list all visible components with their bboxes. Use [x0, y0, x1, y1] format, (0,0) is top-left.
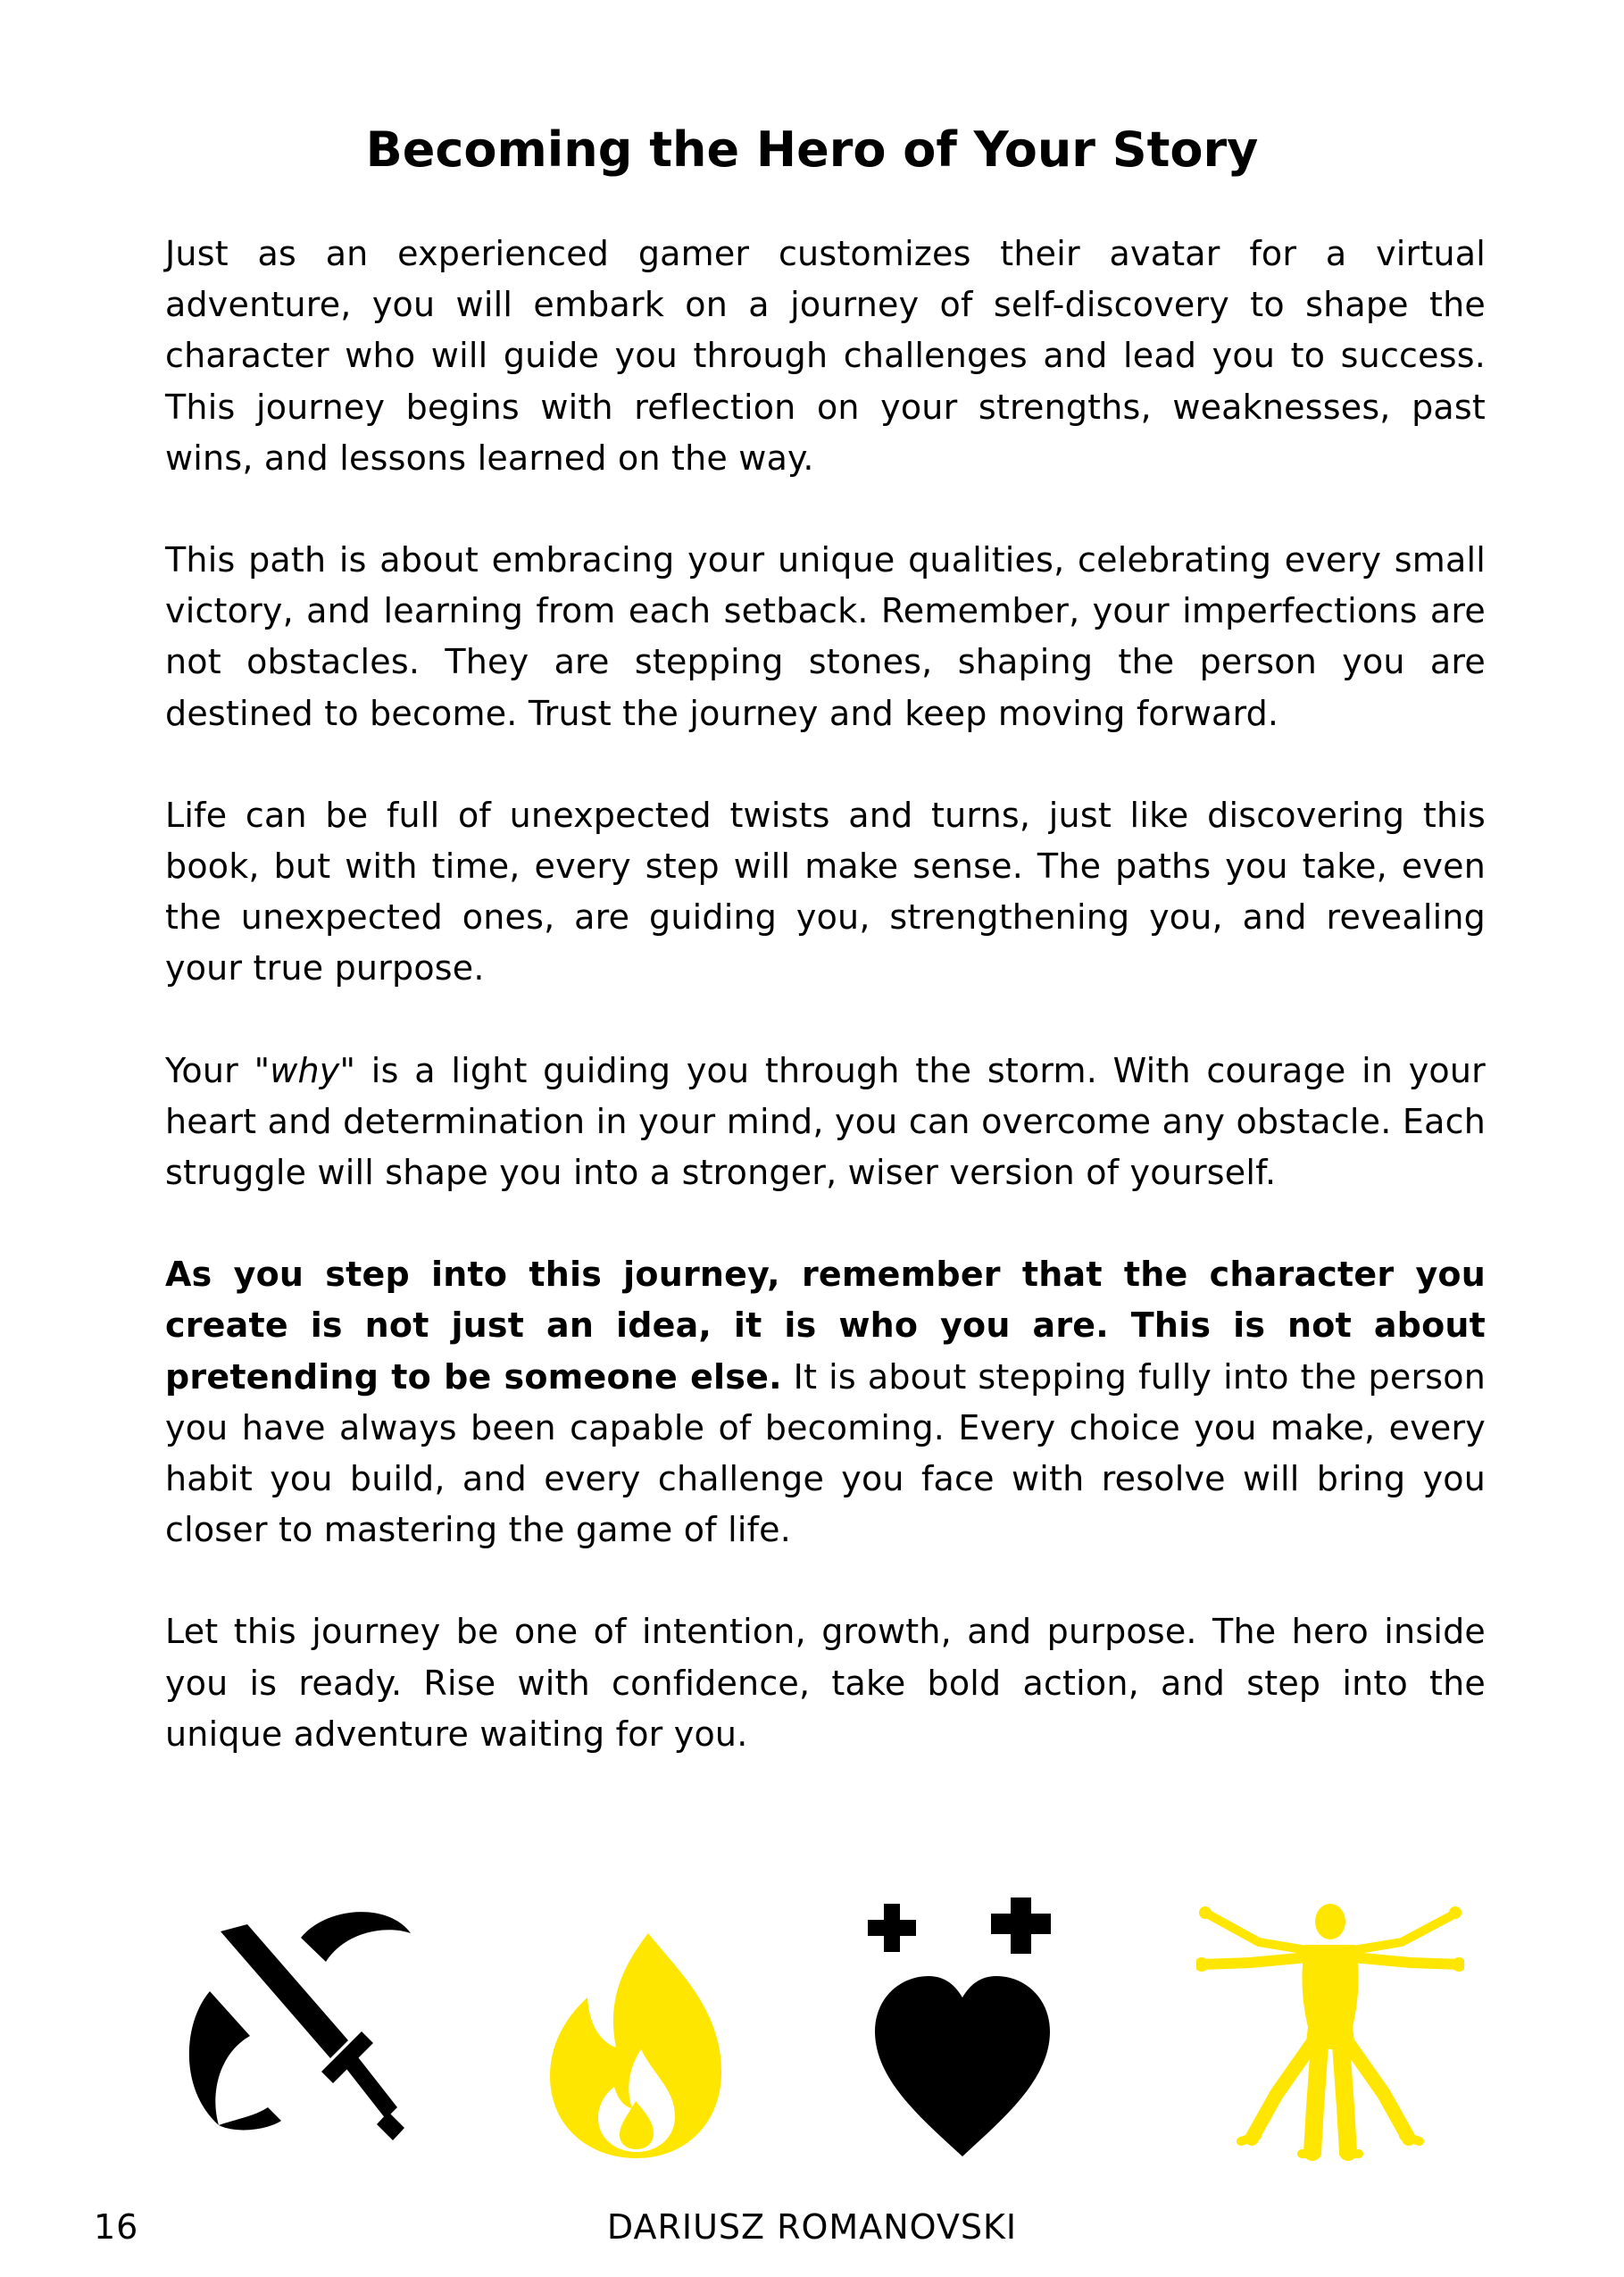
page-number: 16 — [94, 2207, 139, 2247]
paragraph-2: This path is about embracing your unique qualities, celebrating every small victory, and learning from each setback. Remember, your imperfections are not obstacles. They are stepping stones, shaping the person you are destined to become. Trust the journey and keep moving forward. — [165, 540, 1486, 733]
heart-plus-icon — [848, 1898, 1080, 2165]
paragraph-1: Just as an experienced gamer customizes their avatar for a virtual adventure, you will embark on a journey of self-discovery to shape the character who will guide you through challenges and lead you to success. This journey begins with reflection on your strengths, weaknesses, past wins, and lessons learned on the way. — [165, 234, 1486, 478]
paragraph-3: Life can be full of unexpected twists and turns, just like discovering this book, but with time, every step will make sense. The paths you take, even the unexpected ones, are guiding you, strengthening you, and revealing your true purpose. — [165, 795, 1486, 988]
standing-legs — [1312, 2045, 1348, 2152]
icon-row — [0, 1898, 1624, 2165]
paragraph-4-lead: Your — [165, 1050, 254, 1090]
sword-bow-shape — [189, 1912, 411, 2140]
paragraph-6: Let this journey be one of intention, growth, and purpose. The hero inside you is ready. Rise with confidence, take bold action, and step into the unique adventure waiting for you. — [165, 1612, 1486, 1754]
vitruvian-man-icon — [1196, 1902, 1464, 2161]
flame-icon — [543, 1933, 730, 2161]
large-plus-shape — [991, 1898, 1051, 1954]
paragraph-4-rest: is a light guiding you through the storm. With courage in your heart and determination in your mind, you can overcome any obstacle. Each struggle will shape you into a stronger, wiser version of yourself. — [165, 1050, 1486, 1193]
paragraph-5-rest: It is about stepping fully into the person you have always been capable of becoming. Every choice you make, every habit you build, and every challenge you face with resolve will bring you closer to mastering the game of life. — [165, 1356, 1486, 1550]
sword-bow-icon — [183, 1906, 415, 2165]
spread-legs — [1252, 2043, 1409, 2139]
paragraph-5 — [165, 1249, 1486, 1556]
head-shape — [1315, 1904, 1345, 1939]
paragraph-5-bold: As you step into this journey, remember that the character you create is not just an idea, it is who you are. This is not about pretending to be someone else. — [165, 1255, 1486, 1397]
body-text — [165, 229, 1486, 1811]
paragraph-4 — [165, 1046, 1486, 1199]
heart-shape — [875, 1976, 1050, 2156]
page-title: Becoming the Hero of Your Story — [365, 121, 1259, 178]
why-emphasis: "why" — [254, 1050, 356, 1090]
small-plus-shape — [868, 1904, 916, 1952]
footer-author: DARIUSZ ROMANOVSKI — [606, 2207, 1018, 2247]
